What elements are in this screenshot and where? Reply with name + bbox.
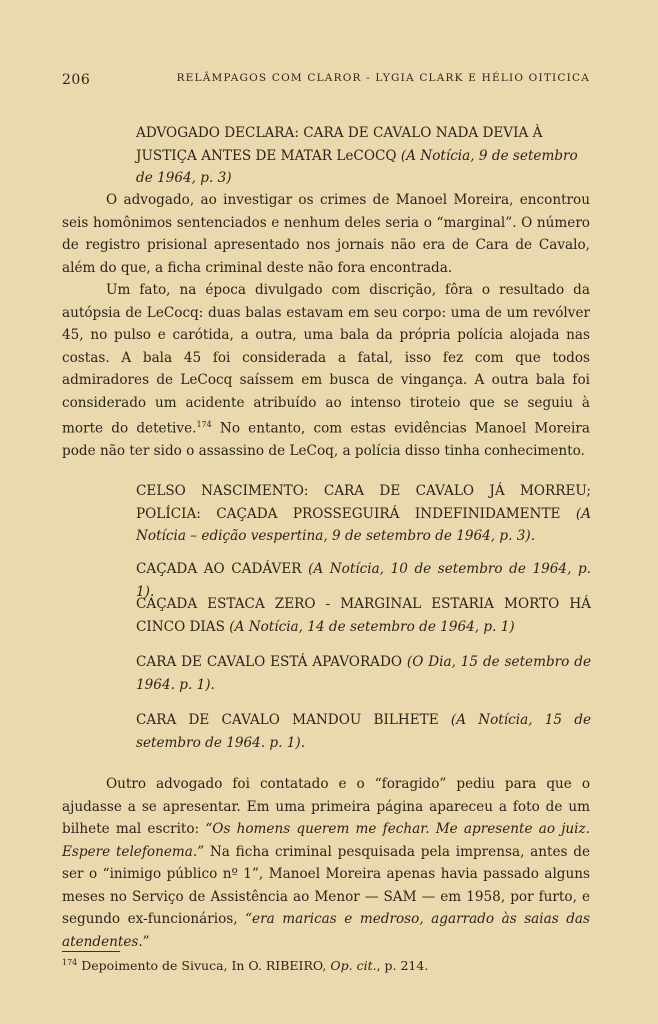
quote-source: (A Notícia – edição vespertina, 9 de setembro de 1964, p. 3). (136, 505, 592, 544)
quote-headline: ADVOGADO DECLARA: CARA DE CAVALO NADA DEVIA À JUSTIÇA ANTES DE MATAR LeCOCQ (136, 125, 543, 164)
newspaper-quote (136, 651, 591, 696)
quote-headline: CELSO NASCIMENTO: CARA DE CAVALO JÁ MORREU; POLÍCIA: CAÇADA PROSSEGUIRÁ INDEFINIDAMENTE (136, 483, 591, 522)
quote-italic: “era maricas e medroso, agarrado às saias das atendentes (62, 911, 591, 950)
newspaper-quote (136, 709, 591, 754)
newspaper-quote (136, 480, 591, 548)
paragraph-text: Um fato, na época divulgado com discrição, fôra o resultado da autópsia de LeCocq: duas balas estavam em seu corpo: uma de um revólver 45, no pulso e carótida, a outra, uma bala da própria polícia alojada nas costas. A bala 45 foi considerada a fatal, isso fez com que todos admiradores de LeCocq saíssem em busca de vingança. A outra bala foi considerado um acidente atribuído ao intenso tiroteio que se seguiu à morte do detetive. (62, 282, 590, 437)
quote-headline: CAÇADA AO CADÁVER (136, 561, 302, 577)
paragraph-text: No entanto, com estas evidências Manoel Moreira pode não ter sido o assassino de LeCoq, a polícia disso tinha conhecimento. (62, 420, 591, 460)
paragraph-text: Outro advogado foi contatado e o “foragido” pediu para que o ajudasse a se apresentar. Em uma primeira página apareceu a foto de um bilhete mal escrito: (62, 776, 590, 837)
newspaper-quote (136, 122, 596, 190)
quote-source: (O Dia, 15 de setembro de 1964. p. 1). (136, 654, 591, 693)
footnote-number: 174 (62, 958, 78, 967)
running-title: RELÂMPAGOS COM CLAROR - LYGIA CLARK E HÉLIO OITICICA (176, 72, 590, 84)
footnote-italic: Op. cit. (330, 958, 377, 974)
quote-headline: CARA DE CAVALO MANDOU BILHETE (136, 712, 439, 728)
paragraph (62, 773, 590, 953)
quote-source: (A Notícia, 9 de setembro de 1964, p. 3) (136, 147, 578, 186)
quote-italic: “Os homens querem me fechar. Me apresente ao juiz. Espere telefonema.” (62, 821, 590, 860)
quote-headline: CARA DE CAVALO ESTÁ APAVORADO (136, 654, 403, 670)
footnote-ref[interactable]: 174 (196, 420, 212, 429)
paragraph-text: .” (138, 933, 150, 950)
page-number: 206 (62, 72, 91, 88)
paragraph-text: Na ficha criminal pesquisada pela imprensa, antes de ser o “inimigo público nº 1”, Manoel Moreira apenas havia passado alguns meses no Serviço de Assistência ao Menor — SAM — em 1958, por furto, e segundo ex-funcionários, (62, 843, 590, 927)
body-text-lower (62, 773, 590, 953)
footnote-text: , p. 214. (376, 958, 429, 974)
footnote (62, 958, 428, 973)
paragraph: O advogado, ao investigar os crimes de Manoel Moreira, encontrou seis homônimos sentenciados e nenhum deles seria o “marginal”. O número de registro prisional apresentado nos jornais não era de Cara de Cavalo, além do que, a ficha criminal deste não fora encontrada. (62, 192, 590, 276)
quote-source: (A Notícia, 14 de setembro de 1964, p. 1) (229, 618, 515, 635)
quote-source: (A Notícia, 10 de setembro de 1964, p. 1). (136, 561, 591, 600)
newspaper-quote (136, 593, 591, 638)
quote-source: (A Notícia, 15 de setembro de 1964. p. 1). (136, 712, 591, 751)
paragraph (62, 279, 590, 463)
footnote-text: Depoimento de Sivuca, In O. RIBEIRO, (77, 958, 331, 974)
quote-headline: CAÇADA ESTACA ZERO - MARGINAL ESTARIA MORTO HÁ CINCO DIAS (136, 596, 591, 635)
body-text-upper (62, 189, 590, 463)
footnote-divider (62, 951, 120, 952)
